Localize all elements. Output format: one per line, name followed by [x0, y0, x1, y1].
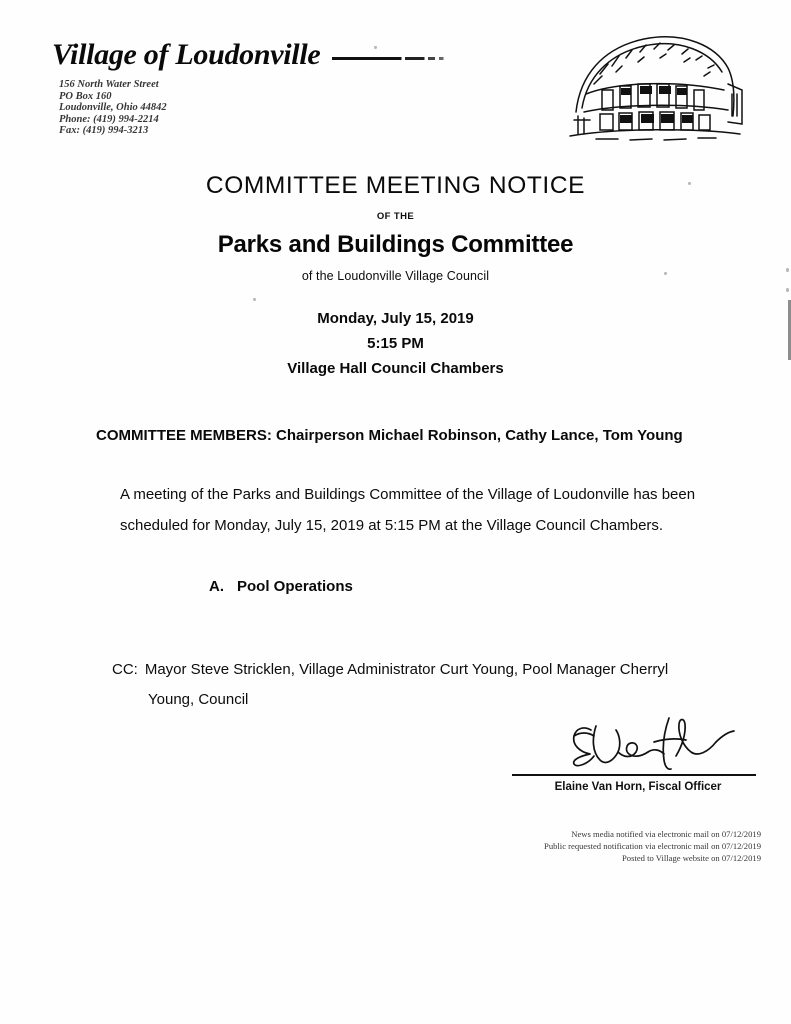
scan-speck: [786, 268, 789, 272]
fineprint-news-media: News media notified via electronic mail on 07/12/2019: [571, 829, 761, 839]
letterhead-address: [59, 79, 472, 137]
fineprint-public-request: Public requested notification via electronic mail on 07/12/2019: [544, 841, 761, 852]
address-line-phone: Phone: (419) 994-2214: [59, 113, 159, 125]
signature-line: [512, 774, 756, 776]
notification-fineprint: [544, 828, 761, 865]
page-title: COMMITTEE MEETING NOTICE: [205, 172, 586, 199]
scan-speck: [374, 46, 377, 49]
meeting-details: [0, 306, 791, 381]
address-line-city: Loudonville, Ohio 44842: [59, 102, 167, 114]
cc-recipients-line-2: Young, Council: [148, 691, 249, 708]
address-line-pobox: PO Box 160: [59, 90, 112, 102]
fineprint-website-post: Posted to Village website on 07/12/2019: [622, 853, 761, 864]
committee-members-line: COMMITTEE MEMBERS: Chairperson Michael Robinson, Cathy Lance, Tom Young: [96, 427, 683, 444]
cc-first-line: [112, 655, 737, 685]
scan-speck: [253, 298, 256, 301]
meeting-date: Monday, July 15, 2019: [317, 310, 474, 327]
letterhead: [52, 38, 472, 137]
scan-speck: [786, 288, 789, 292]
organization-name: Village of Loudonville: [52, 38, 321, 71]
of-the-label: OF THE: [376, 211, 415, 222]
signer-name-title: Elaine Van Horn, Fiscal Officer: [554, 781, 722, 793]
council-subtitle: of the Loudonville Village Council: [301, 269, 490, 283]
agenda-item-text: Pool Operations: [237, 578, 353, 595]
agenda-item-a: [209, 578, 353, 595]
cc-recipients-line-1: Mayor Steve Stricklen, Village Administrator Curt Young, Pool Manager Cherryl: [144, 661, 669, 678]
body-paragraph: A meeting of the Parks and Buildings Committee of the Village of Loudonville has been scheduled for Monday, July 15, 2019 at 5:15 PM at the Village Council Chambers.: [120, 486, 696, 534]
village-building-sketch-icon: [556, 24, 756, 144]
committee-name: Parks and Buildings Committee: [217, 231, 574, 258]
handwritten-signature: [536, 712, 751, 774]
letterhead-rule: [332, 57, 452, 60]
signature-block: [512, 712, 764, 793]
meeting-location: Village Hall Council Chambers: [287, 360, 504, 377]
title-block: [0, 172, 791, 283]
meeting-time: 5:15 PM: [367, 335, 424, 352]
agenda-item-letter: A.: [209, 578, 224, 595]
address-line-fax: Fax: (419) 994-3213: [59, 125, 149, 137]
address-line-street: 156 North Water Street: [59, 79, 159, 90]
cc-block: [112, 655, 737, 715]
cc-label: CC:: [112, 661, 138, 678]
scan-speck: [688, 182, 691, 185]
letterhead-title-row: [52, 38, 472, 72]
scan-speck: [664, 272, 667, 275]
